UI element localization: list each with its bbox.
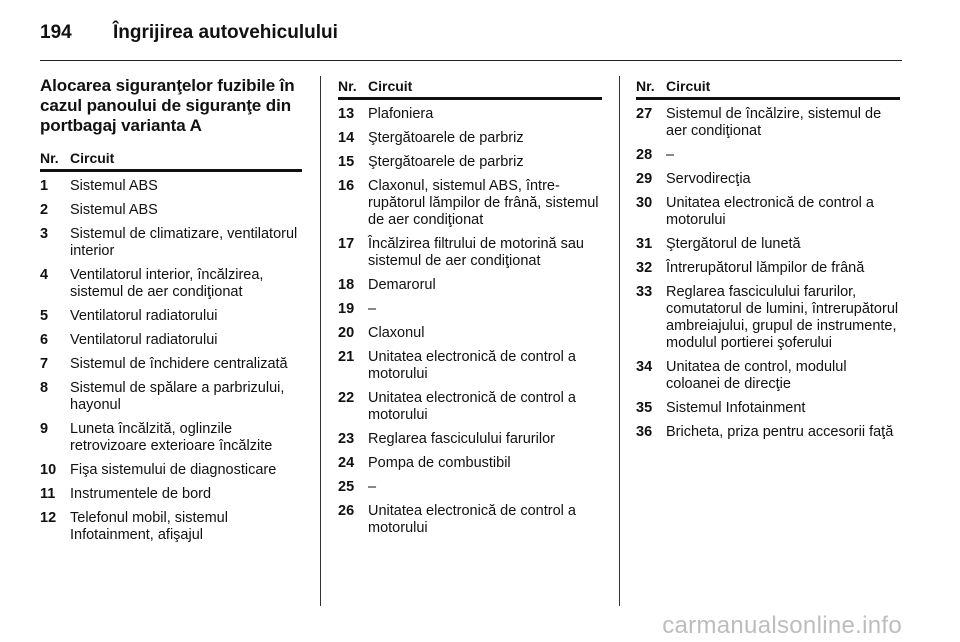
circuit-name: Ventilatorul radiatorului (70, 332, 218, 348)
fuse-number: 10 (40, 462, 57, 478)
fuse-number: 22 (338, 390, 355, 406)
section-title-line-3: portbagaj varianta A (40, 116, 202, 135)
fuse-number: 28 (636, 147, 653, 163)
circuit-name: Demarorul (368, 277, 436, 293)
table-row (338, 178, 602, 229)
circuit-name: – (368, 479, 377, 495)
circuit-name: – (666, 147, 675, 163)
table-row (636, 359, 900, 393)
header-circuit: Circuit (70, 150, 115, 166)
fuse-number: 33 (636, 284, 653, 300)
fuse-number: 36 (636, 424, 653, 440)
header-divider (40, 60, 902, 61)
header-nr: Nr. (636, 78, 655, 94)
column-divider-2 (619, 76, 620, 606)
fuse-number: 35 (636, 400, 653, 416)
circuit-name: Claxonul, sistemul ABS, întrerupătorul lămpilor de frână, sistemul de aer condiţionat (368, 178, 599, 228)
table-row (40, 202, 302, 219)
fuse-number: 13 (338, 106, 355, 122)
table-row (40, 356, 302, 373)
fuse-number: 31 (636, 236, 653, 252)
circuit-name: Întrerupătorul lămpilor de frână (666, 260, 865, 276)
circuit-name: Servodirecţia (666, 171, 751, 187)
fuse-number: 12 (40, 510, 57, 526)
circuit-name: Plafoniera (368, 106, 434, 122)
page-title: Îngrijirea autovehiculului (113, 22, 338, 43)
fuse-number: 26 (338, 503, 355, 519)
fuse-number: 25 (338, 479, 355, 495)
table-row (338, 455, 602, 472)
fuse-number: 18 (338, 277, 355, 293)
fuse-number: 6 (40, 332, 49, 348)
circuit-name: Pompa de combustibil (368, 455, 511, 471)
fuse-number: 27 (636, 106, 653, 122)
circuit-name: Unitatea electronică de control a motorului (666, 195, 874, 228)
header-nr: Nr. (40, 150, 59, 166)
table-row (636, 284, 900, 352)
fuse-number: 34 (636, 359, 653, 375)
fuse-number: 14 (338, 130, 355, 146)
table-row (636, 260, 900, 277)
table-row (338, 479, 602, 496)
table-row (40, 332, 302, 349)
circuit-name: Instrumentele de bord (70, 486, 212, 502)
fuse-number: 4 (40, 267, 49, 283)
fuse-number: 24 (338, 455, 355, 471)
table-row (40, 462, 302, 479)
fuse-number: 23 (338, 431, 355, 447)
circuit-name: Bricheta, priza pentru accesorii faţă (666, 424, 894, 440)
table-row (40, 510, 302, 544)
section-title-line-1: Alocarea siguranţelor fuzibile în (40, 76, 295, 95)
table-row (636, 171, 900, 188)
table-row (338, 325, 602, 342)
column-3 (636, 72, 900, 448)
table-row (40, 421, 302, 455)
table-row (338, 154, 602, 171)
fuse-number: 19 (338, 301, 355, 317)
table-row (636, 424, 900, 441)
fuse-number: 2 (40, 202, 49, 218)
fuse-number: 3 (40, 226, 49, 242)
table-row (636, 147, 900, 164)
fuse-number: 20 (338, 325, 355, 341)
circuit-name: Sistemul ABS (70, 202, 158, 218)
table-row (40, 178, 302, 195)
table-row (636, 236, 900, 253)
fuse-list-2 (338, 106, 602, 537)
watermark: carmanualsonline.info (662, 612, 902, 639)
column-2 (338, 72, 602, 544)
table-row (636, 400, 900, 417)
column-1 (40, 72, 302, 551)
table-row (40, 486, 302, 503)
circuit-name: Fişa sistemului de diagnosticare (70, 462, 277, 478)
fuse-list-1 (40, 178, 302, 544)
header-nr: Nr. (338, 78, 357, 94)
fuse-number: 30 (636, 195, 653, 211)
fuse-number: 15 (338, 154, 355, 170)
circuit-name: Unitatea electronică de control a motorului (368, 349, 576, 382)
circuit-name: Ventilatorul interior, încălzirea, sistemul de aer condiţionat (70, 267, 264, 300)
circuit-name: Reglarea fasciculului farurilor, comutatorul de lumini, întrerupătorul ambreiajului, grupul de instrumente, modulul portierei şoferului (666, 284, 899, 351)
fuse-number: 21 (338, 349, 355, 365)
table-row (338, 301, 602, 318)
table-header (636, 72, 900, 100)
table-row (40, 226, 302, 260)
table-row (40, 308, 302, 325)
circuit-name: Claxonul (368, 325, 425, 341)
table-row (338, 236, 602, 270)
circuit-name: Ştergătorul de lunetă (666, 236, 801, 252)
circuit-name: Sistemul de închidere centralizată (70, 356, 288, 372)
circuit-name: Telefonul mobil, sistemul Infotainment, afişajul (70, 510, 228, 543)
page-header (40, 18, 338, 48)
fuse-number: 7 (40, 356, 49, 372)
table-header (338, 72, 602, 100)
table-row (338, 277, 602, 294)
table-row (338, 431, 602, 448)
circuit-name: Reglarea fasciculului farurilor (368, 431, 555, 447)
column-divider-1 (320, 76, 321, 606)
circuit-name: Sistemul ABS (70, 178, 158, 194)
circuit-name: Unitatea electronică de control a motorului (368, 390, 576, 423)
fuse-number: 17 (338, 236, 355, 252)
circuit-name: Luneta încălzită, oglinzile retrovizoare exterioare încălzite (70, 421, 273, 454)
fuse-number: 8 (40, 380, 49, 396)
fuse-number: 1 (40, 178, 49, 194)
table-row (338, 130, 602, 147)
table-row (40, 380, 302, 414)
fuse-number: 9 (40, 421, 49, 437)
table-row (338, 106, 602, 123)
fuse-number: 32 (636, 260, 653, 276)
fuse-number: 5 (40, 308, 49, 324)
circuit-name: Sistemul de spălare a parbrizului, hayonul (70, 380, 285, 413)
circuit-name: Sistemul Infotainment (666, 400, 806, 416)
circuit-name: Unitatea electronică de control a motorului (368, 503, 576, 536)
section-title-line-2: cazul panoului de siguranţe din (40, 96, 291, 115)
circuit-name: Ştergătoarele de parbriz (368, 130, 524, 146)
table-row (636, 106, 900, 140)
header-circuit: Circuit (666, 78, 711, 94)
fuse-number: 29 (636, 171, 653, 187)
page-number: 194 (40, 22, 72, 43)
circuit-name: Sistemul de încălzire, sistemul de aer condiţionat (666, 106, 882, 139)
table-row (338, 390, 602, 424)
fuse-list-3 (636, 106, 900, 441)
table-header (40, 144, 302, 172)
section-title (40, 76, 302, 136)
table-row (40, 267, 302, 301)
table-row (338, 349, 602, 383)
circuit-name: Ventilatorul radiatorului (70, 308, 218, 324)
fuse-number: 16 (338, 178, 355, 194)
circuit-name: Sistemul de climatizare, ventilatorul interior (70, 226, 298, 259)
table-row (338, 503, 602, 537)
circuit-name: Unitatea de control, modulul coloanei de direcţie (666, 359, 847, 392)
table-row (636, 195, 900, 229)
circuit-name: – (368, 301, 377, 317)
fuse-number: 11 (40, 486, 56, 502)
circuit-name: Încălzirea filtrului de motorină sau sistemul de aer condiţionat (368, 236, 584, 269)
circuit-name: Ştergătoarele de parbriz (368, 154, 524, 170)
header-circuit: Circuit (368, 78, 413, 94)
